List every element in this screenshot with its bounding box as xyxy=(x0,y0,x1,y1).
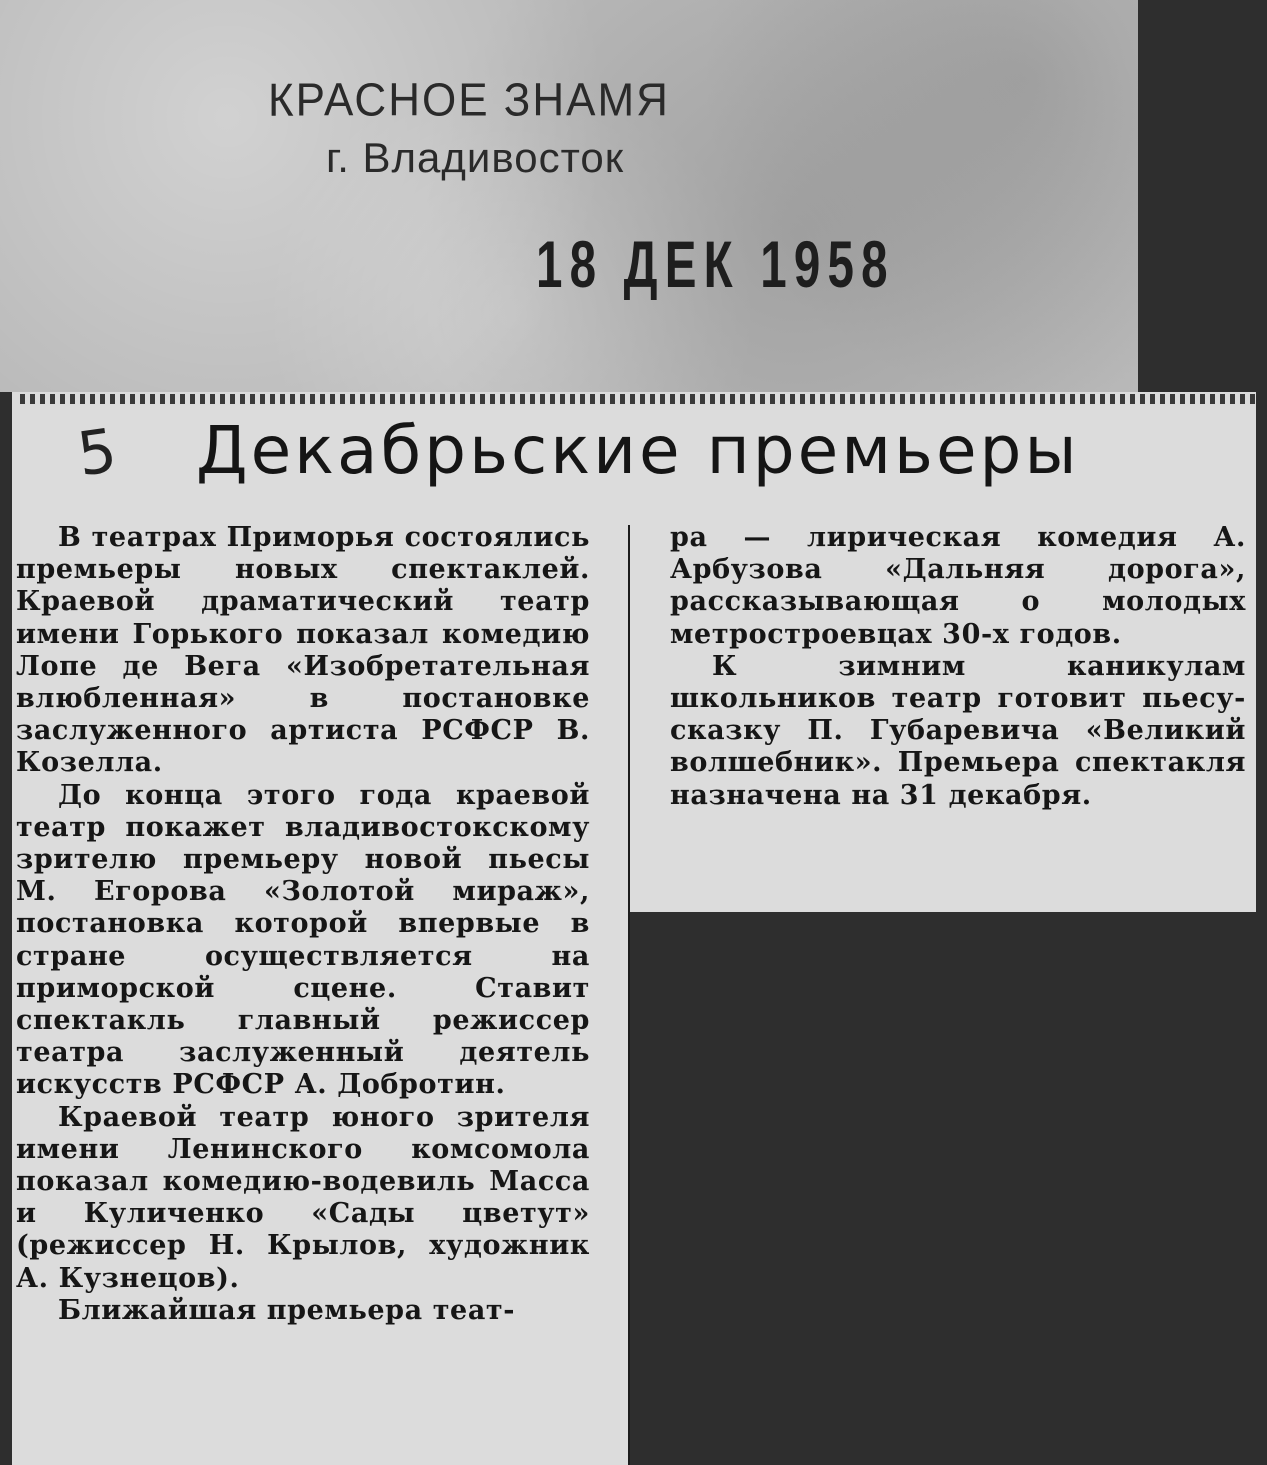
paragraph: Ближайшая премьера теат- xyxy=(58,1294,516,1326)
stamp-publication-name: КРАСНОЕ ЗНАМЯ xyxy=(268,74,670,127)
article-headline: Декабрьские премьеры xyxy=(196,412,1080,489)
article-column-left xyxy=(16,522,590,1327)
paragraph: ра — лирическая комедия А. Арбузова «Дальняя дорога», рассказывающая о молодых метростроевцах 30-х годов. xyxy=(670,522,1246,650)
handwritten-mark: 5 xyxy=(73,415,121,491)
stamp-city: г. Владивосток xyxy=(326,134,625,181)
stamp-date: 18 ДЕК 1958 xyxy=(536,227,895,301)
perforated-edge xyxy=(20,394,1256,404)
paragraph: К зимним каникулам школьников театр готовит пьесу-сказку П. Губаревича «Великий волшебник». Премьера спектакля назначена на 31 декабря. xyxy=(670,650,1246,811)
paragraph: Краевой театр юного зрителя имени Ленинского комсомола показал комедию-водевиль Масса и Куличенко «Сады цветут» (режиссер Н. Крылов, художник А. Кузнецов). xyxy=(16,1101,590,1294)
column-divider xyxy=(628,525,630,1465)
article-column-right xyxy=(670,522,1246,812)
stamp-paper xyxy=(0,0,1138,392)
paragraph: До конца этого года краевой театр покажет владивостокскому зрителю премьеру новой пьесы М. Егорова «Золотой мираж», постановка которой впервые в стране осуществляется на приморской сцене. Ставит спектакль главный режиссер театра заслуженный деятель искусств РСФСР А. Добротин. xyxy=(16,779,590,1101)
paragraph: В театрах Приморья состоялись премьеры новых спектаклей. Краевой драматический театр имени Горького показал комедию Лопе де Вега «Изобретательная влюбленная» в постановке заслуженного артиста РСФСР В. Козелла. xyxy=(16,522,590,779)
background-gap xyxy=(630,912,1267,1465)
